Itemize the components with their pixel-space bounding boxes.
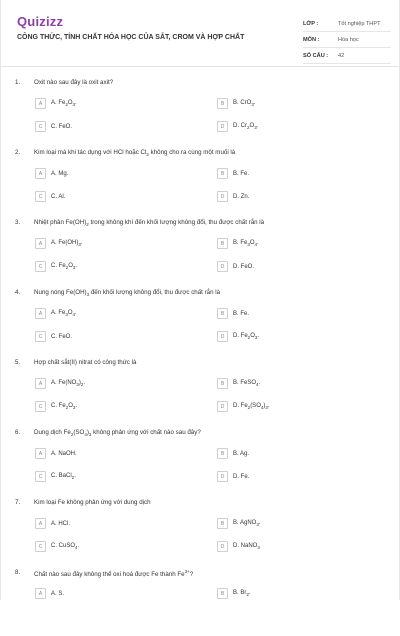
answer-option-a[interactable] [35,588,64,599]
question-item [1,426,400,496]
meta-key: LỚP : [303,20,319,27]
question-item [1,76,400,146]
option-letter-box: B [217,98,228,109]
option-letter-box: D [217,261,228,272]
option-letter-box: A [35,448,46,459]
option-text: D. NaNO$_3$ [233,542,260,551]
meta-value: Tốt nghiệp THPT [338,20,381,27]
question-item [1,566,400,636]
option-text: D. $Cr_2O_3$. [233,122,259,131]
option-text: B. Fe. [233,310,250,317]
option-letter-box: C [35,121,46,132]
option-letter-box: A [35,168,46,179]
option-letter-box: B [217,588,228,599]
option-text: D. FeO. [233,263,255,270]
option-letter-box: C [35,401,46,412]
option-letter-box: A [35,588,46,599]
option-text: C. FeO. [51,123,73,130]
answer-option-d[interactable] [217,121,258,132]
question-number: 8. [15,569,21,576]
option-text: C. Al. [51,193,66,200]
answer-option-a[interactable] [35,308,77,319]
question-item [1,146,400,216]
meta-row [303,32,391,48]
option-letter-box: D [217,541,228,552]
option-text: B. $Br_2$. [233,589,251,598]
option-text: D. Fe. [233,473,250,480]
question-item [1,216,400,286]
answer-option-b[interactable] [217,308,249,319]
answer-option-b[interactable] [217,98,256,109]
option-text: C. FeO. [51,333,73,340]
question-text: Kim loại Fe không phản ứng với dung dịch [34,499,151,506]
question-list [1,76,400,636]
meta-key: MÔN : [303,36,320,43]
meta-key: SỐ CÂU : [303,52,329,59]
answer-option-c[interactable] [35,191,65,202]
option-letter-box: C [35,331,46,342]
option-text: A. $Fe(OH)_3$. [51,239,83,248]
option-letter-box: D [217,191,228,202]
question-text: Oxit nào sau đây là oxit axit? [34,79,114,86]
answer-option-a[interactable] [35,378,85,389]
answer-option-c[interactable] [35,401,77,412]
option-letter-box: B [217,308,228,319]
worksheet-meta [303,16,391,64]
option-letter-box: D [217,331,228,342]
option-text: B. Ag. [233,450,250,457]
option-letter-box: C [35,541,46,552]
worksheet-header [1,0,399,62]
answer-option-c[interactable] [35,331,72,342]
answer-option-a[interactable] [35,518,70,529]
meta-value: Hóa học [338,36,359,43]
option-text: B. CrO$_3$. [233,99,256,108]
answer-option-d[interactable] [217,191,249,202]
question-text: Nung nóng $Fe(OH)_3$ đến khối lượng không đổi, thu được chất rắn là [34,289,221,298]
answer-option-b[interactable] [217,518,261,529]
question-text: Nhiệt phân $Fe(OH)_2$ trong không khí đến khối lượng không đổi, thu được chất rắn là [34,219,265,228]
question-number: 6. [15,429,21,436]
option-text: B. $Fe_3O_4$. [233,239,259,248]
question-number: 3. [15,219,21,226]
option-letter-box: A [35,518,46,529]
question-text: Hợp chất sắt(II) nitrat có công thức là [34,359,137,366]
answer-option-d[interactable] [217,471,249,482]
question-item [1,356,400,426]
answer-option-b[interactable] [217,168,249,179]
option-letter-box: D [217,471,228,482]
answer-option-b[interactable] [217,378,260,389]
answer-option-b[interactable] [217,588,251,599]
option-letter-box: A [35,308,46,319]
answer-option-d[interactable] [217,261,254,272]
option-text: A. S. [51,590,65,597]
meta-row [303,16,391,32]
option-text: C. CuSO$_4$. [51,542,80,551]
question-text: Kim loại mà khi tác dụng với HCl hoặc $Cl_2$ không cho ra cùng một muối là [34,149,236,158]
answer-option-c[interactable] [35,121,72,132]
question-number: 2. [15,149,21,156]
quizizz-logo: Quizizz [17,14,64,29]
answer-option-a[interactable] [35,98,77,109]
option-letter-box: C [35,191,46,202]
option-text: B. Fe. [233,170,250,177]
answer-option-a[interactable] [35,238,83,249]
answer-option-d[interactable] [217,541,260,552]
question-text: Dung dịch $Fe_2(SO_4)_3$ không phản ứng với chất nào sau đây? [34,429,201,438]
question-item [1,286,400,356]
header-divider [1,66,399,67]
answer-option-c[interactable] [35,261,77,272]
question-item [1,496,400,566]
option-text: C. $Fe_2O_3$. [51,262,78,271]
option-letter-box: C [35,471,46,482]
option-text: A. Mg. [51,170,69,177]
meta-value: 42 [338,52,345,59]
question-number: 1. [15,79,21,86]
option-letter-box: A [35,378,46,389]
option-letter-box: D [217,121,228,132]
option-letter-box: D [217,401,228,412]
answer-option-c[interactable] [35,471,76,482]
option-letter-box: A [35,238,46,249]
option-letter-box: A [35,98,46,109]
option-text: D. Zn. [233,193,250,200]
option-letter-box: B [217,518,228,529]
option-text: A. HCl. [51,520,71,527]
option-text: C. $Fe_2O_3$. [51,402,78,411]
question-number: 5. [15,359,21,366]
option-text: A. NaOH. [51,450,77,457]
option-letter-box: B [217,448,228,459]
answer-option-b[interactable] [217,238,259,249]
answer-option-d[interactable] [217,331,259,342]
option-text: B. AgNO$_3$. [233,519,261,528]
option-text: B. FeSO$_4$. [233,379,261,388]
option-text: D. $Fe_2(SO_4)_3$. [233,402,270,411]
option-text: D. $Fe_2O_3$. [233,332,260,341]
option-text: C. BaCl$_2$. [51,472,76,481]
answer-option-b[interactable] [217,448,249,459]
worksheet-title: CÔNG THỨC, TÍNH CHẤT HÓA HỌC CỦA SẮT, CROM VÀ HỢP CHẤT [17,34,245,41]
option-letter-box: B [217,168,228,179]
answer-option-d[interactable] [217,401,270,412]
answer-option-c[interactable] [35,541,79,552]
meta-row [303,48,391,64]
question-number: 7. [15,499,21,506]
answer-option-a[interactable] [35,168,68,179]
option-letter-box: B [217,238,228,249]
option-letter-box: B [217,378,228,389]
option-text: A. $Fe_2O_3$. [51,99,77,108]
option-text: A. $Fe_3O_4$. [51,309,77,318]
option-letter-box: C [35,261,46,272]
option-text: A. $Fe(NO_3)_2$. [51,379,86,388]
question-number: 4. [15,289,21,296]
question-text: Chất nào sau đây không thể oxi hoá được Fe thành $Fe^{3+}$? [34,569,194,579]
answer-option-a[interactable] [35,448,77,459]
